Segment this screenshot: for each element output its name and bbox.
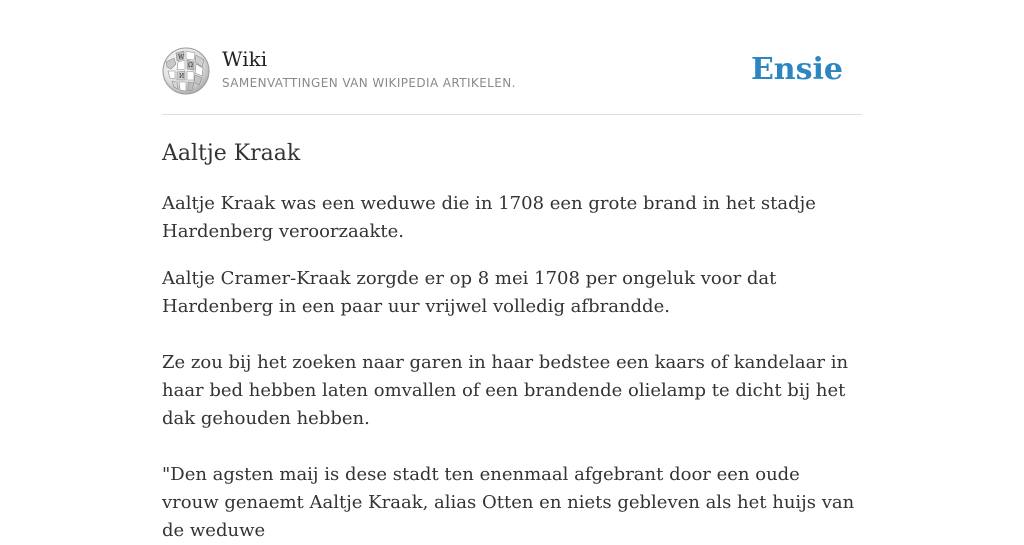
wikipedia-globe-icon[interactable] (162, 47, 210, 95)
body-paragraph: "Den agsten maij is dese stadt ten enenmaal afgebrant door een oude vrouw genaemt Aaltje Kraak, alias Otten en niets gebleven als het huijs van de weduwe (162, 464, 855, 541)
svg-text:W: W (178, 54, 185, 61)
svg-text:И: И (179, 73, 185, 80)
intro-paragraph: Aaltje Kraak was een weduwe die in 1708 een grote brand in het stadje Hardenberg veroorzaakte. (162, 193, 816, 242)
content-column (162, 44, 862, 545)
svg-text:Ω: Ω (188, 62, 193, 69)
article-body (162, 265, 862, 545)
site-tagline: SAMENVATTINGEN VAN WIKIPEDIA ARTIKELEN. (222, 76, 516, 90)
article-intro (162, 190, 862, 246)
body-paragraph: Ze zou bij het zoeken naar garen in haar bedstee een kaars of kandelaar in haar bed hebben laten omvallen of een brandende olielamp te dicht bij het dak gehouden hebben. (162, 352, 849, 429)
article-title: Aaltje Kraak (162, 141, 301, 166)
site-name: Wiki (222, 47, 268, 71)
site-header (162, 44, 862, 115)
ensie-brand-link[interactable]: Ensie (750, 52, 843, 87)
body-paragraph: Aaltje Cramer-Kraak zorgde er op 8 mei 1708 per ongeluk voor dat Hardenberg in een paar uur vrijwel volledig afbrandde. (162, 268, 777, 317)
